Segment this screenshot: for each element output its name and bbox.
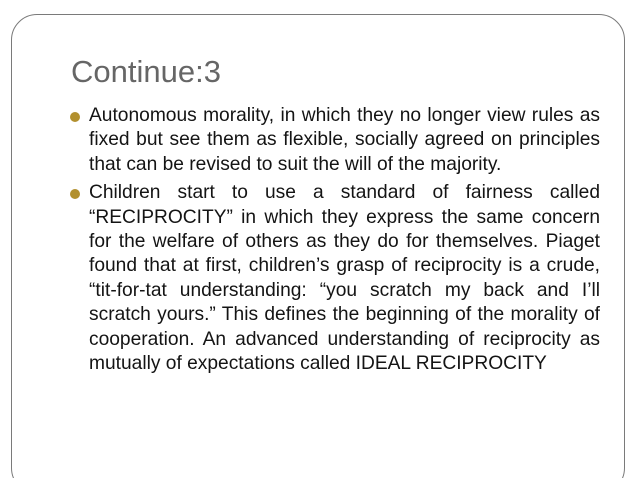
bullet-text: Children start to use a standard of fairness called “RECIPROCITY” in which they express the same concern for the welfare of others as they do for themselves. Piaget found that at first, children’s grasp of reciprocity is a crude, “tit-for-tat understanding: “you scratch my back and I’ll scratch yours.” This defines the beginning of the morality of cooperation. An advanced understanding of reciprocity as mutually of expectations called IDEAL RECIPROCITY — [89, 182, 600, 375]
bullet-dot-icon — [70, 112, 80, 122]
bullet-item — [70, 181, 600, 376]
slide-title: Continue:3 — [71, 54, 221, 89]
bullet-list — [70, 104, 600, 380]
bullet-dot-icon — [70, 189, 80, 199]
bullet-text: Autonomous morality, in which they no longer view rules as fixed but see them as flexible, socially agreed on principles that can be revised to suit the will of the majority. — [89, 105, 600, 175]
bullet-item — [70, 104, 600, 177]
